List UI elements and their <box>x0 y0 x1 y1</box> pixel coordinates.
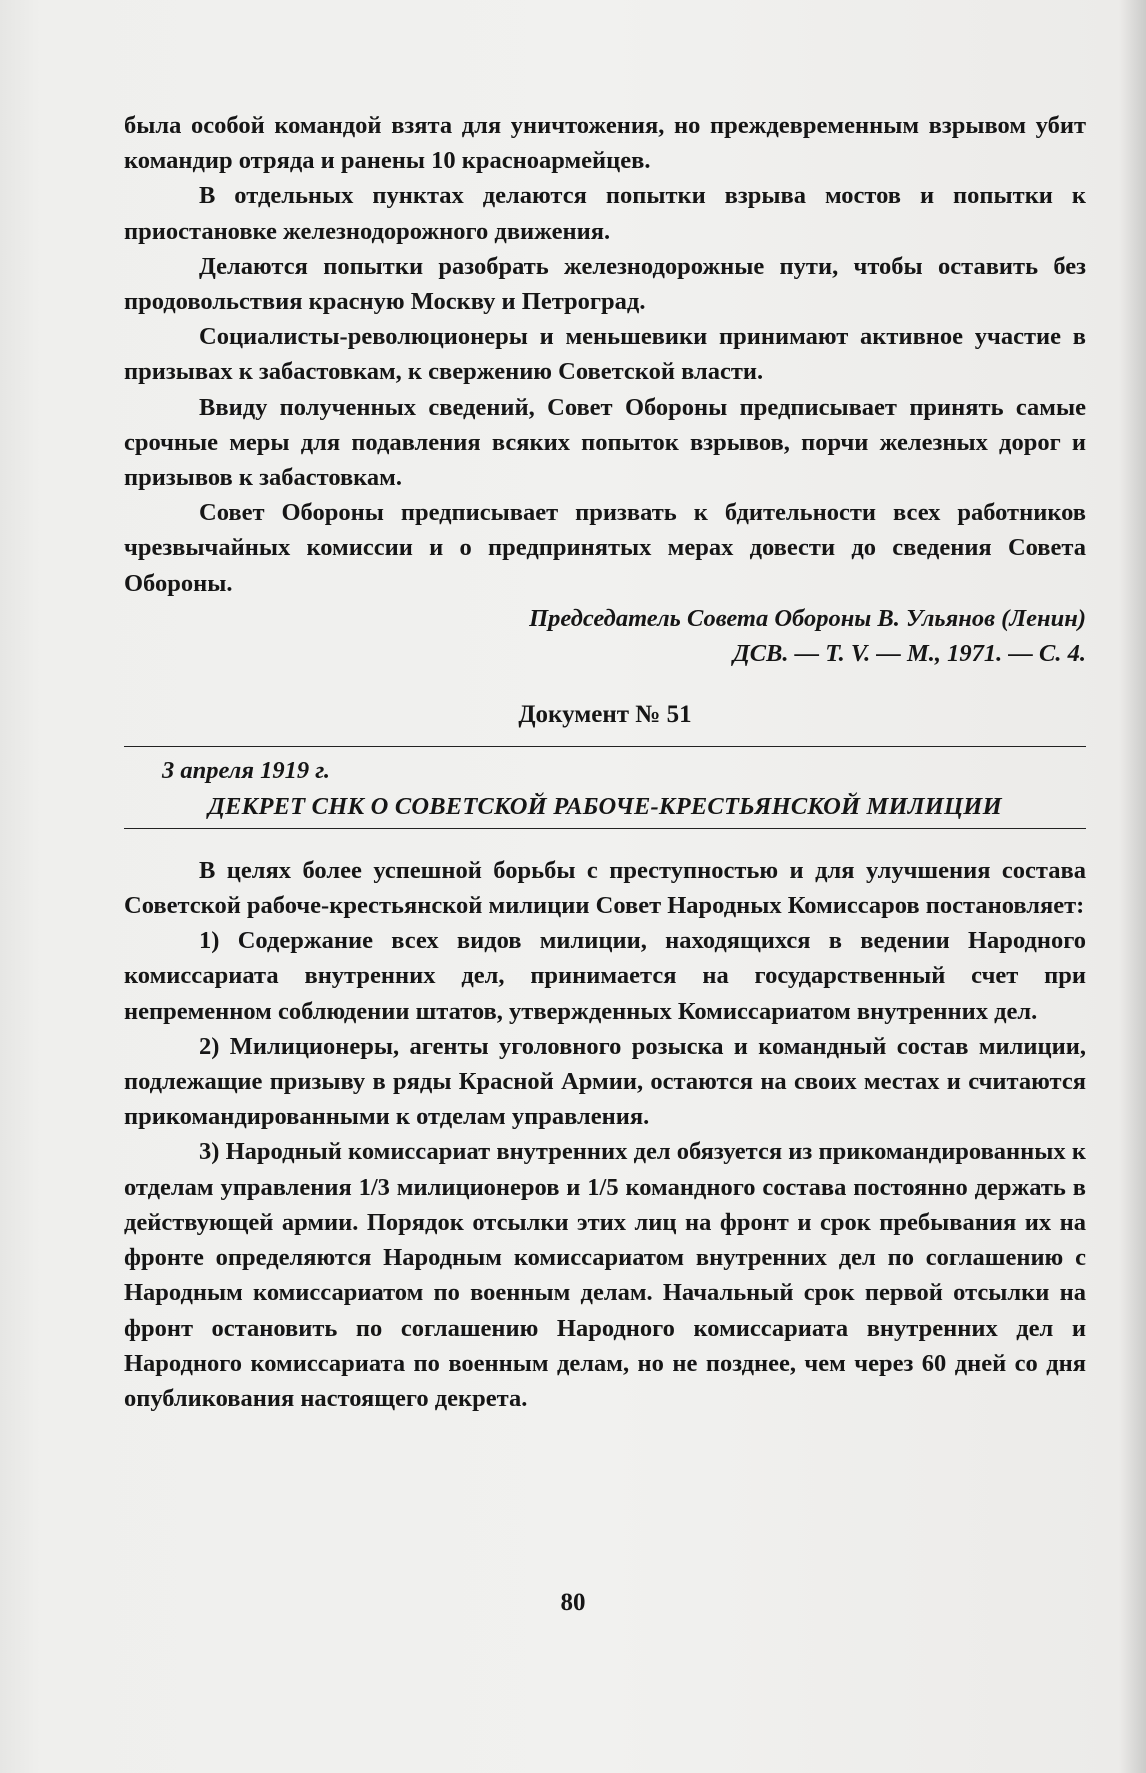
paragraph: В целях более успешной борьбы с преступностью и для улучшения состава Советской рабоче-крестьянской милиции Совет Народных Комиссаров постановляет: <box>124 856 1086 920</box>
divider-top <box>124 746 1086 747</box>
page-number: 80 <box>560 1589 586 1616</box>
paragraph: была особой командой взята для уничтожения, но преждевременным взрывом убит командир отряда и ранены 10 красноармейцев. <box>124 112 1086 175</box>
signature: Председатель Совета Обороны В. Ульянов (Ленин) <box>529 604 1086 632</box>
decree-title: ДЕКРЕТ СНК О СОВЕТСКОЙ РАБОЧЕ-КРЕСТЬЯНСКОЙ МИЛИЦИИ <box>208 792 1002 820</box>
paragraph: 3) Народный комиссариат внутренних дел обязуется из прикомандированных к отделам управления 1/3 милиционеров и 1/5 командного состава постоянно держать в действующей армии. Порядок отсылки этих лиц на фронт и срок пребывания их на фронте определяются Народным комиссариатом внутренних дел по соглашению с Народным комиссариатом по военным делам. Начальный срок первой отсылки на фронт остановить по соглашению Народного комиссариата внутренних дел и Народного комиссариата по военным делам, но не позднее, чем через 60 дней со дня опубликования настоящего декрета. <box>124 1138 1086 1412</box>
page-edge-shadow <box>1118 0 1146 1773</box>
page-text <box>124 108 1086 1416</box>
paragraph: 1) Содержание всех видов милиции, находящихся в ведении Народного комиссариата внутренних дел, принимается на государственный счет при непременном соблюдении штатов, утвержденных Комиссариатом внутренних дел. <box>124 927 1086 1025</box>
paragraph: Делаются попытки разобрать железнодорожные пути, чтобы оставить без продовольствия красную Москву и Петроград. <box>124 252 1086 316</box>
document-title: Документ № 51 <box>518 701 692 729</box>
document-date: 3 апреля 1919 г. <box>162 757 331 785</box>
paragraph: В отдельных пунктах делаются попытки взрыва мостов и попытки к приостановке железнодорожного движения. <box>124 182 1086 245</box>
paragraph: Ввиду полученных сведений, Совет Обороны предписывает принять самые срочные меры для подавления всяких попыток взрывов, порчи железных дорог и призывов к забастовкам. <box>124 393 1086 492</box>
paragraph: Совет Обороны предписывает призвать к бдительности всех работников чрезвычайных комиссии и о предпринятых мерах довести до сведения Совета Обороны. <box>124 499 1086 597</box>
source-reference: ДСВ. — Т. V. — М., 1971. — С. 4. <box>732 640 1086 668</box>
paragraph: Социалисты-революционеры и меньшевики принимают активное участие в призывах к забастовкам, к свержению Советской власти. <box>124 323 1086 386</box>
paragraph: 2) Милиционеры, агенты уголовного розыска и командный состав милиции, подлежащие призыву в ряды Красной Армии, остаются на своих местах и считаются прикомандированными к отделам управления. <box>124 1032 1086 1131</box>
